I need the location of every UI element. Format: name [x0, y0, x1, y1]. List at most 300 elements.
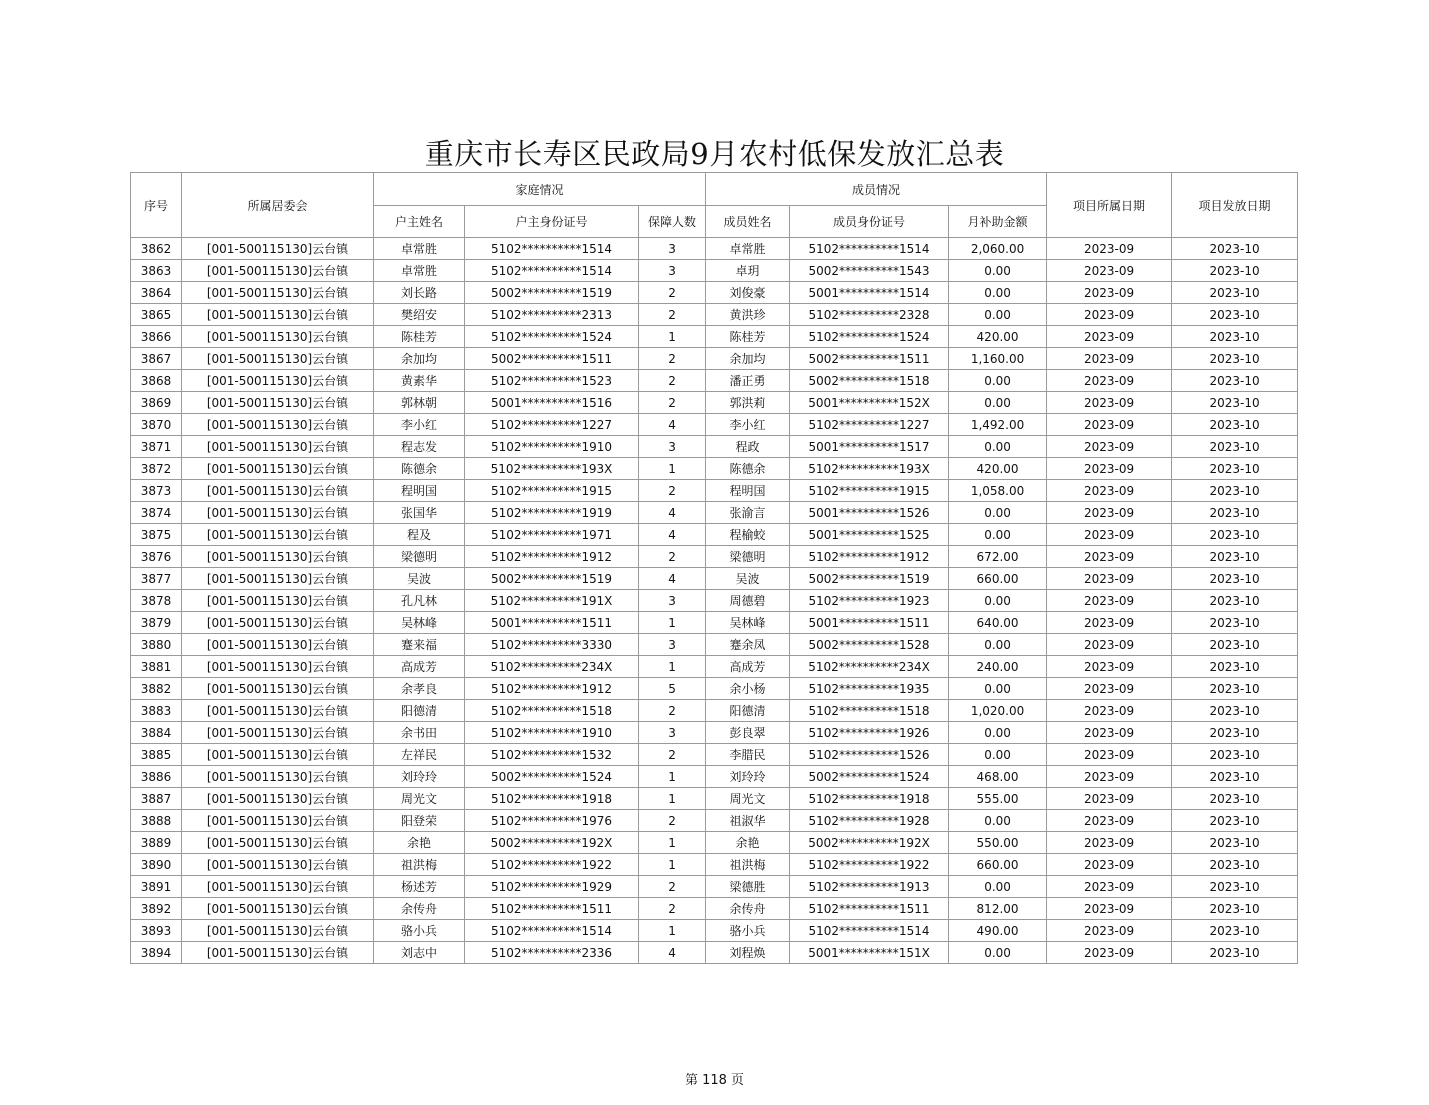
- head-name-cell: 梁德明: [374, 546, 465, 568]
- insured-count-cell: 2: [639, 546, 706, 568]
- head-name-cell: 李小红: [374, 414, 465, 436]
- committee-cell: [001-500115130]云台镇: [182, 436, 374, 458]
- monthly-amount-cell: 0.00: [949, 502, 1047, 524]
- member-id-cell: 5001**********152X: [790, 392, 949, 414]
- header-committee: 所属居委会: [182, 173, 374, 238]
- project-date-cell: 2023-09: [1047, 304, 1172, 326]
- issue-date-cell: 2023-10: [1172, 766, 1298, 788]
- issue-date-cell: 2023-10: [1172, 942, 1298, 964]
- committee-cell: [001-500115130]云台镇: [182, 656, 374, 678]
- member-id-cell: 5002**********1519: [790, 568, 949, 590]
- table-row: [131, 854, 1298, 876]
- issue-date-cell: 2023-10: [1172, 414, 1298, 436]
- member-name-cell: 骆小兵: [706, 920, 790, 942]
- member-id-cell: 5001**********1517: [790, 436, 949, 458]
- project-date-cell: 2023-09: [1047, 854, 1172, 876]
- head-id-cell: 5002**********192X: [465, 832, 639, 854]
- table-row: [131, 568, 1298, 590]
- member-name-cell: 潘正勇: [706, 370, 790, 392]
- insured-count-cell: 2: [639, 480, 706, 502]
- seq-cell: 3887: [131, 788, 182, 810]
- member-id-cell: 5102**********1922: [790, 854, 949, 876]
- committee-cell: [001-500115130]云台镇: [182, 634, 374, 656]
- head-name-cell: 杨述芳: [374, 876, 465, 898]
- project-date-cell: 2023-09: [1047, 744, 1172, 766]
- head-id-cell: 5102**********234X: [465, 656, 639, 678]
- monthly-amount-cell: 0.00: [949, 634, 1047, 656]
- committee-cell: [001-500115130]云台镇: [182, 898, 374, 920]
- member-id-cell: 5102**********2328: [790, 304, 949, 326]
- header-issue-date: 项目发放日期: [1172, 173, 1298, 238]
- seq-cell: 3889: [131, 832, 182, 854]
- seq-cell: 3883: [131, 700, 182, 722]
- member-name-cell: 祖淑华: [706, 810, 790, 832]
- insured-count-cell: 1: [639, 656, 706, 678]
- head-name-cell: 余书田: [374, 722, 465, 744]
- committee-cell: [001-500115130]云台镇: [182, 788, 374, 810]
- seq-cell: 3864: [131, 282, 182, 304]
- issue-date-cell: 2023-10: [1172, 546, 1298, 568]
- monthly-amount-cell: 660.00: [949, 568, 1047, 590]
- insured-count-cell: 1: [639, 458, 706, 480]
- monthly-amount-cell: 0.00: [949, 590, 1047, 612]
- table-row: [131, 810, 1298, 832]
- committee-cell: [001-500115130]云台镇: [182, 282, 374, 304]
- header-member-id: 成员身份证号: [790, 206, 949, 238]
- seq-cell: 3870: [131, 414, 182, 436]
- member-name-cell: 余艳: [706, 832, 790, 854]
- insured-count-cell: 2: [639, 282, 706, 304]
- member-name-cell: 吴波: [706, 568, 790, 590]
- page-title: 重庆市长寿区民政局9月农村低保发放汇总表: [424, 137, 1005, 171]
- member-id-cell: 5002**********1543: [790, 260, 949, 282]
- table-row: [131, 656, 1298, 678]
- head-id-cell: 5102**********1514: [465, 920, 639, 942]
- monthly-amount-cell: 0.00: [949, 304, 1047, 326]
- committee-cell: [001-500115130]云台镇: [182, 524, 374, 546]
- table-row: [131, 480, 1298, 502]
- seq-cell: 3882: [131, 678, 182, 700]
- head-name-cell: 吴波: [374, 568, 465, 590]
- project-date-cell: 2023-09: [1047, 348, 1172, 370]
- member-name-cell: 梁德胜: [706, 876, 790, 898]
- issue-date-cell: 2023-10: [1172, 920, 1298, 942]
- monthly-amount-cell: 0.00: [949, 942, 1047, 964]
- seq-cell: 3868: [131, 370, 182, 392]
- head-id-cell: 5102**********1922: [465, 854, 639, 876]
- insured-count-cell: 4: [639, 568, 706, 590]
- table-row: [131, 304, 1298, 326]
- member-id-cell: 5001**********1511: [790, 612, 949, 634]
- insured-count-cell: 1: [639, 854, 706, 876]
- member-id-cell: 5001**********1514: [790, 282, 949, 304]
- head-name-cell: 卓常胜: [374, 260, 465, 282]
- monthly-amount-cell: 660.00: [949, 854, 1047, 876]
- member-id-cell: 5002**********1528: [790, 634, 949, 656]
- issue-date-cell: 2023-10: [1172, 700, 1298, 722]
- seq-cell: 3893: [131, 920, 182, 942]
- table-row: [131, 524, 1298, 546]
- member-name-cell: 陈德余: [706, 458, 790, 480]
- table-row: [131, 414, 1298, 436]
- header-head-id: 户主身份证号: [465, 206, 639, 238]
- project-date-cell: 2023-09: [1047, 524, 1172, 546]
- insured-count-cell: 4: [639, 524, 706, 546]
- member-name-cell: 程明国: [706, 480, 790, 502]
- committee-cell: [001-500115130]云台镇: [182, 326, 374, 348]
- member-id-cell: 5001**********151X: [790, 942, 949, 964]
- monthly-amount-cell: 555.00: [949, 788, 1047, 810]
- issue-date-cell: 2023-10: [1172, 260, 1298, 282]
- head-id-cell: 5102**********1910: [465, 436, 639, 458]
- seq-cell: 3890: [131, 854, 182, 876]
- seq-cell: 3892: [131, 898, 182, 920]
- issue-date-cell: 2023-10: [1172, 656, 1298, 678]
- member-id-cell: 5102**********234X: [790, 656, 949, 678]
- insured-count-cell: 4: [639, 502, 706, 524]
- member-id-cell: 5002**********1518: [790, 370, 949, 392]
- committee-cell: [001-500115130]云台镇: [182, 766, 374, 788]
- project-date-cell: 2023-09: [1047, 502, 1172, 524]
- head-name-cell: 陈德余: [374, 458, 465, 480]
- committee-cell: [001-500115130]云台镇: [182, 722, 374, 744]
- member-id-cell: 5102**********1918: [790, 788, 949, 810]
- head-id-cell: 5102**********1918: [465, 788, 639, 810]
- monthly-amount-cell: 240.00: [949, 656, 1047, 678]
- seq-cell: 3862: [131, 238, 182, 260]
- head-name-cell: 孔凡林: [374, 590, 465, 612]
- issue-date-cell: 2023-10: [1172, 392, 1298, 414]
- table-row: [131, 788, 1298, 810]
- member-id-cell: 5102**********1912: [790, 546, 949, 568]
- issue-date-cell: 2023-10: [1172, 832, 1298, 854]
- member-name-cell: 刘程焕: [706, 942, 790, 964]
- member-id-cell: 5102**********1524: [790, 326, 949, 348]
- monthly-amount-cell: 550.00: [949, 832, 1047, 854]
- table-row: [131, 392, 1298, 414]
- table-row: [131, 546, 1298, 568]
- member-id-cell: 5102**********1227: [790, 414, 949, 436]
- insured-count-cell: 3: [639, 260, 706, 282]
- seq-cell: 3875: [131, 524, 182, 546]
- monthly-amount-cell: 0.00: [949, 722, 1047, 744]
- insured-count-cell: 4: [639, 942, 706, 964]
- monthly-amount-cell: 0.00: [949, 810, 1047, 832]
- head-id-cell: 5102**********1511: [465, 898, 639, 920]
- member-name-cell: 余传舟: [706, 898, 790, 920]
- seq-cell: 3888: [131, 810, 182, 832]
- head-id-cell: 5102**********191X: [465, 590, 639, 612]
- member-name-cell: 郭洪莉: [706, 392, 790, 414]
- head-name-cell: 余加均: [374, 348, 465, 370]
- member-name-cell: 高成芳: [706, 656, 790, 678]
- project-date-cell: 2023-09: [1047, 678, 1172, 700]
- member-name-cell: 程政: [706, 436, 790, 458]
- insured-count-cell: 1: [639, 612, 706, 634]
- table-row: [131, 898, 1298, 920]
- seq-cell: 3867: [131, 348, 182, 370]
- insured-count-cell: 1: [639, 766, 706, 788]
- committee-cell: [001-500115130]云台镇: [182, 920, 374, 942]
- header-head-name: 户主姓名: [374, 206, 465, 238]
- insured-count-cell: 2: [639, 348, 706, 370]
- insured-count-cell: 2: [639, 392, 706, 414]
- issue-date-cell: 2023-10: [1172, 568, 1298, 590]
- member-id-cell: 5102**********1923: [790, 590, 949, 612]
- project-date-cell: 2023-09: [1047, 326, 1172, 348]
- seq-cell: 3871: [131, 436, 182, 458]
- monthly-amount-cell: 672.00: [949, 546, 1047, 568]
- member-name-cell: 陈桂芳: [706, 326, 790, 348]
- head-name-cell: 吴林峰: [374, 612, 465, 634]
- project-date-cell: 2023-09: [1047, 810, 1172, 832]
- head-id-cell: 5102**********1912: [465, 678, 639, 700]
- head-name-cell: 高成芳: [374, 656, 465, 678]
- issue-date-cell: 2023-10: [1172, 436, 1298, 458]
- project-date-cell: 2023-09: [1047, 480, 1172, 502]
- header-seq: 序号: [131, 173, 182, 238]
- head-name-cell: 周光文: [374, 788, 465, 810]
- member-name-cell: 程榆蛟: [706, 524, 790, 546]
- committee-cell: [001-500115130]云台镇: [182, 700, 374, 722]
- head-id-cell: 5002**********1519: [465, 568, 639, 590]
- head-id-cell: 5102**********1523: [465, 370, 639, 392]
- head-id-cell: 5102**********1912: [465, 546, 639, 568]
- committee-cell: [001-500115130]云台镇: [182, 744, 374, 766]
- table-row: [131, 238, 1298, 260]
- seq-cell: 3881: [131, 656, 182, 678]
- member-id-cell: 5102**********1926: [790, 722, 949, 744]
- monthly-amount-cell: 0.00: [949, 744, 1047, 766]
- project-date-cell: 2023-09: [1047, 282, 1172, 304]
- seq-cell: 3880: [131, 634, 182, 656]
- seq-cell: 3885: [131, 744, 182, 766]
- member-name-cell: 周光文: [706, 788, 790, 810]
- seq-cell: 3891: [131, 876, 182, 898]
- head-id-cell: 5102**********1227: [465, 414, 639, 436]
- monthly-amount-cell: 0.00: [949, 524, 1047, 546]
- project-date-cell: 2023-09: [1047, 414, 1172, 436]
- project-date-cell: 2023-09: [1047, 260, 1172, 282]
- head-id-cell: 5002**********1511: [465, 348, 639, 370]
- issue-date-cell: 2023-10: [1172, 502, 1298, 524]
- insured-count-cell: 2: [639, 700, 706, 722]
- table-row: [131, 700, 1298, 722]
- monthly-amount-cell: 1,058.00: [949, 480, 1047, 502]
- issue-date-cell: 2023-10: [1172, 678, 1298, 700]
- member-id-cell: 5002**********1511: [790, 348, 949, 370]
- member-id-cell: 5001**********1525: [790, 524, 949, 546]
- table-row: [131, 590, 1298, 612]
- table-row: [131, 326, 1298, 348]
- insured-count-cell: 5: [639, 678, 706, 700]
- monthly-amount-cell: 420.00: [949, 326, 1047, 348]
- head-name-cell: 蹇来福: [374, 634, 465, 656]
- project-date-cell: 2023-09: [1047, 458, 1172, 480]
- member-name-cell: 张渝言: [706, 502, 790, 524]
- head-name-cell: 黄素华: [374, 370, 465, 392]
- seq-cell: 3879: [131, 612, 182, 634]
- insured-count-cell: 2: [639, 744, 706, 766]
- committee-cell: [001-500115130]云台镇: [182, 304, 374, 326]
- head-id-cell: 5001**********1516: [465, 392, 639, 414]
- insured-count-cell: 3: [639, 634, 706, 656]
- committee-cell: [001-500115130]云台镇: [182, 458, 374, 480]
- seq-cell: 3872: [131, 458, 182, 480]
- head-name-cell: 余孝良: [374, 678, 465, 700]
- issue-date-cell: 2023-10: [1172, 348, 1298, 370]
- head-id-cell: 5102**********1915: [465, 480, 639, 502]
- head-id-cell: 5102**********1929: [465, 876, 639, 898]
- committee-cell: [001-500115130]云台镇: [182, 238, 374, 260]
- project-date-cell: 2023-09: [1047, 722, 1172, 744]
- seq-cell: 3863: [131, 260, 182, 282]
- seq-cell: 3876: [131, 546, 182, 568]
- project-date-cell: 2023-09: [1047, 656, 1172, 678]
- table-row: [131, 348, 1298, 370]
- header-insured-count: 保障人数: [639, 206, 706, 238]
- project-date-cell: 2023-09: [1047, 634, 1172, 656]
- project-date-cell: 2023-09: [1047, 568, 1172, 590]
- head-name-cell: 阳德清: [374, 700, 465, 722]
- head-id-cell: 5102**********1971: [465, 524, 639, 546]
- member-name-cell: 刘俊豪: [706, 282, 790, 304]
- project-date-cell: 2023-09: [1047, 700, 1172, 722]
- issue-date-cell: 2023-10: [1172, 590, 1298, 612]
- issue-date-cell: 2023-10: [1172, 304, 1298, 326]
- project-date-cell: 2023-09: [1047, 898, 1172, 920]
- monthly-amount-cell: 0.00: [949, 260, 1047, 282]
- issue-date-cell: 2023-10: [1172, 810, 1298, 832]
- monthly-amount-cell: 0.00: [949, 436, 1047, 458]
- head-name-cell: 樊绍安: [374, 304, 465, 326]
- head-name-cell: 刘志中: [374, 942, 465, 964]
- member-name-cell: 祖洪梅: [706, 854, 790, 876]
- member-name-cell: 卓玥: [706, 260, 790, 282]
- monthly-amount-cell: 812.00: [949, 898, 1047, 920]
- member-id-cell: 5002**********1524: [790, 766, 949, 788]
- member-name-cell: 彭良翠: [706, 722, 790, 744]
- committee-cell: [001-500115130]云台镇: [182, 876, 374, 898]
- member-name-cell: 蹇余凤: [706, 634, 790, 656]
- project-date-cell: 2023-09: [1047, 876, 1172, 898]
- committee-cell: [001-500115130]云台镇: [182, 612, 374, 634]
- table-row: [131, 678, 1298, 700]
- committee-cell: [001-500115130]云台镇: [182, 414, 374, 436]
- committee-cell: [001-500115130]云台镇: [182, 832, 374, 854]
- head-id-cell: 5102**********193X: [465, 458, 639, 480]
- head-id-cell: 5102**********1532: [465, 744, 639, 766]
- seq-cell: 3886: [131, 766, 182, 788]
- member-id-cell: 5102**********1514: [790, 238, 949, 260]
- project-date-cell: 2023-09: [1047, 766, 1172, 788]
- head-id-cell: 5102**********1976: [465, 810, 639, 832]
- member-name-cell: 吴林峰: [706, 612, 790, 634]
- head-name-cell: 程及: [374, 524, 465, 546]
- member-name-cell: 黄洪珍: [706, 304, 790, 326]
- committee-cell: [001-500115130]云台镇: [182, 480, 374, 502]
- seq-cell: 3865: [131, 304, 182, 326]
- header-member-name: 成员姓名: [706, 206, 790, 238]
- head-name-cell: 陈桂芳: [374, 326, 465, 348]
- insured-count-cell: 1: [639, 920, 706, 942]
- insured-count-cell: 2: [639, 876, 706, 898]
- head-name-cell: 刘长路: [374, 282, 465, 304]
- issue-date-cell: 2023-10: [1172, 788, 1298, 810]
- page-number: 第 118 页: [684, 1073, 745, 1088]
- relief-summary-table: [130, 172, 1298, 964]
- monthly-amount-cell: 468.00: [949, 766, 1047, 788]
- project-date-cell: 2023-09: [1047, 392, 1172, 414]
- table-row: [131, 502, 1298, 524]
- insured-count-cell: 2: [639, 898, 706, 920]
- issue-date-cell: 2023-10: [1172, 282, 1298, 304]
- monthly-amount-cell: 2,060.00: [949, 238, 1047, 260]
- insured-count-cell: 1: [639, 788, 706, 810]
- table-row: [131, 370, 1298, 392]
- seq-cell: 3894: [131, 942, 182, 964]
- issue-date-cell: 2023-10: [1172, 458, 1298, 480]
- committee-cell: [001-500115130]云台镇: [182, 854, 374, 876]
- member-name-cell: 刘玲玲: [706, 766, 790, 788]
- table-row: [131, 634, 1298, 656]
- head-name-cell: 郭林朝: [374, 392, 465, 414]
- project-date-cell: 2023-09: [1047, 612, 1172, 634]
- header-family-group: 家庭情况: [374, 173, 706, 206]
- head-name-cell: 余传舟: [374, 898, 465, 920]
- issue-date-cell: 2023-10: [1172, 480, 1298, 502]
- head-id-cell: 5102**********1919: [465, 502, 639, 524]
- table-row: [131, 612, 1298, 634]
- project-date-cell: 2023-09: [1047, 370, 1172, 392]
- insured-count-cell: 3: [639, 722, 706, 744]
- committee-cell: [001-500115130]云台镇: [182, 260, 374, 282]
- seq-cell: 3866: [131, 326, 182, 348]
- table-row: [131, 942, 1298, 964]
- project-date-cell: 2023-09: [1047, 920, 1172, 942]
- header-member-group: 成员情况: [706, 173, 1047, 206]
- header-monthly-amount: 月补助金额: [949, 206, 1047, 238]
- table-row: [131, 282, 1298, 304]
- head-name-cell: 左祥民: [374, 744, 465, 766]
- table-header: [131, 173, 1298, 238]
- issue-date-cell: 2023-10: [1172, 634, 1298, 656]
- head-id-cell: 5102**********2336: [465, 942, 639, 964]
- member-id-cell: 5102**********1915: [790, 480, 949, 502]
- monthly-amount-cell: 0.00: [949, 282, 1047, 304]
- committee-cell: [001-500115130]云台镇: [182, 590, 374, 612]
- member-name-cell: 李小红: [706, 414, 790, 436]
- head-id-cell: 5102**********1524: [465, 326, 639, 348]
- insured-count-cell: 3: [639, 238, 706, 260]
- committee-cell: [001-500115130]云台镇: [182, 546, 374, 568]
- member-id-cell: 5102**********1518: [790, 700, 949, 722]
- head-name-cell: 余艳: [374, 832, 465, 854]
- member-name-cell: 阳德清: [706, 700, 790, 722]
- committee-cell: [001-500115130]云台镇: [182, 942, 374, 964]
- project-date-cell: 2023-09: [1047, 436, 1172, 458]
- member-name-cell: 余加均: [706, 348, 790, 370]
- insured-count-cell: 2: [639, 810, 706, 832]
- insured-count-cell: 2: [639, 304, 706, 326]
- head-name-cell: 骆小兵: [374, 920, 465, 942]
- monthly-amount-cell: 0.00: [949, 876, 1047, 898]
- committee-cell: [001-500115130]云台镇: [182, 568, 374, 590]
- project-date-cell: 2023-09: [1047, 590, 1172, 612]
- header-project-date: 项目所属日期: [1047, 173, 1172, 238]
- issue-date-cell: 2023-10: [1172, 612, 1298, 634]
- head-id-cell: 5002**********1524: [465, 766, 639, 788]
